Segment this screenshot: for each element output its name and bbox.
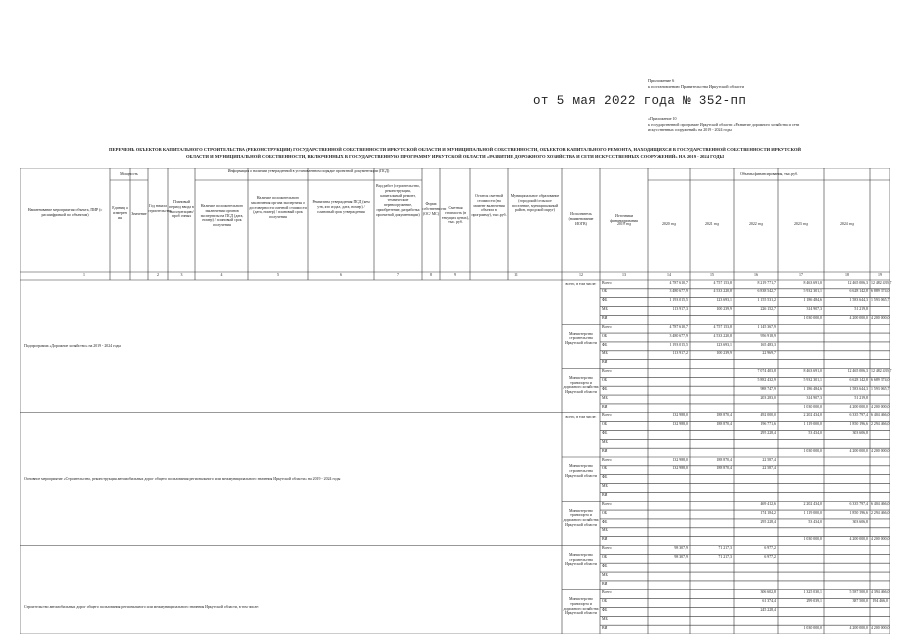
funding-value: 51 219,8 [854, 395, 868, 400]
funding-value: 306 602,8 [760, 590, 776, 595]
col-ownership-header: Форма собственности (ОС/ МС) [422, 202, 447, 216]
funding-value: 1 850 196,6 [849, 510, 868, 515]
title-line-1: ПЕРЕЧЕНЬ ОБЪЕКТОВ КАПИТАЛЬНОГО СТРОИТЕЛЬСТВА (РЕКОНСТРУКЦИИ) ГОСУДАРСТВЕННОЙ СОБСТВЕННОСТИ ИРКУТСКОЙ ОБЛАСТИ И МУНИЦИПАЛЬНОЙ СОБСТВЕННОСТИ, ОБЪЕКТОВ КАПИТАЛЬНОГО РЕМОНТА, НАХОДЯЩИХСЯ В ГОСУДАРСТВЕННОЙ СОБСТВЕННОСТИ ИРКУТСКОЙ [109, 147, 801, 152]
funding-value: 12 482 439,7 [871, 280, 892, 285]
executor-label: Министерство транспорта и дорожного хозяйства Иркутской области [563, 597, 599, 616]
funding-value: 132 988,0 [672, 457, 688, 462]
funding-value: 6 977,2 [764, 554, 776, 559]
funding-value: 188 870,4 [716, 413, 732, 418]
col-number: 6 [340, 273, 342, 277]
col-work-type-header: Вид работ (строительство, реконструкция, капитальный ремонт, технические перевооружение, приобретение, разработка проектной документации) [376, 184, 420, 217]
source-label: ОБ [602, 377, 608, 382]
funding-value: 5 932 301,1 [803, 377, 822, 382]
col-number: 17 [799, 273, 803, 277]
funding-value: 1 030 000,0 [803, 625, 822, 630]
col-approval-header: Реквизиты утверждения ПСД (кем утв, кто издал, дата, номер) / плановый срок утверждения [312, 200, 370, 214]
source-label: Всего [602, 280, 612, 285]
funding-value: 1 030 000,0 [803, 316, 822, 320]
source-label: ОБ [602, 599, 608, 604]
col-remaining-header: Остаток сметной стоимости (на момент включения объекта в программу), тыс.руб. [471, 194, 507, 218]
col-number: 14 [667, 273, 671, 277]
funding-value: 4 757 153,8 [713, 324, 732, 329]
funding-value: 6 335 797,4 [849, 501, 868, 506]
funding-value: 2 202 434,0 [803, 413, 822, 418]
funding-value: 98 307,9 [674, 554, 688, 559]
funding-value: 1 186 484,6 [803, 298, 822, 303]
col-number: 9 [454, 273, 456, 277]
funding-value: 53 434,0 [808, 519, 822, 524]
funding-value: 1 119 000,0 [803, 422, 822, 427]
funding-value: 71 217,3 [718, 554, 732, 559]
source-label: ФБ [602, 608, 608, 613]
funding-value: 245 228,4 [760, 608, 776, 613]
funding-value: 492 000,0 [760, 413, 776, 418]
executor-label: всего, в том числе: [565, 282, 597, 286]
funding-value: 1 593 065,7 [871, 386, 890, 391]
col-municipality-header: Муниципальное образование (городской/сельское поселение, муниципальный район, городской округ) [510, 194, 560, 213]
col-number: 18 [845, 273, 849, 277]
funding-value: 988 747,9 [760, 386, 776, 391]
col-number: 19 [878, 273, 882, 277]
funding-value: 53 434,0 [808, 431, 822, 436]
source-label: ОБ [602, 466, 608, 471]
section-construction: Строительство автомобильных дорог общего пользования регионального или межмуниципального значения Иркутской области, в том числе: [24, 605, 260, 610]
source-label: ОБ [602, 289, 608, 294]
source-label: ОБ [602, 422, 608, 427]
col-year-header: 2023 год [793, 222, 809, 226]
source-label: ОБ [602, 510, 608, 515]
col-number: 12 [579, 273, 583, 277]
funding-value: 6 335 797,4 [849, 413, 868, 418]
source-label: МБ [602, 351, 608, 356]
col-year-header: 2022 год [748, 222, 764, 226]
funding-value: 226 152,7 [760, 307, 776, 312]
executor-label: Министерство строительства Иркутской области [565, 331, 597, 346]
funding-value: 1 030 000,0 [803, 404, 822, 409]
col-source-header: Источники финансирования [610, 214, 638, 223]
source-label: Всего [602, 457, 612, 462]
funding-value: 6 889 374,0 [871, 289, 890, 294]
funding-value: 174 184,2 [760, 510, 776, 515]
funding-value: 8 463 691,0 [803, 280, 822, 285]
source-label: ФБ [602, 431, 608, 436]
source-label: ВИ [602, 493, 608, 497]
funding-value: 2 294 466,0 [871, 422, 890, 427]
funding-value: 4 200 000,0 [849, 448, 868, 453]
col-year-header: 2020 год [661, 222, 677, 226]
col-year-header: 2024 год [839, 222, 855, 226]
executor-label: Министерство строительства Иркутской области [565, 464, 597, 478]
funding-value: 12 465 006,3 [847, 369, 868, 374]
funding-value: 956 918,9 [760, 333, 776, 338]
source-label: ВИ [602, 316, 608, 320]
funding-value: 1 193 015,5 [669, 342, 688, 347]
annex-line-2: к государственной программе Иркутской области «Развитие дорожного хозяйства и сети [648, 121, 800, 127]
document-title [20, 147, 890, 160]
funding-value: 71 217,3 [718, 546, 732, 551]
source-label: МБ [602, 616, 608, 621]
source-label: ВИ [602, 625, 608, 630]
col-number: 8 [430, 273, 432, 277]
col-estimate-header: Сметная стоимость (в текущих ценах), тыс. руб. [441, 206, 470, 225]
funding-value: 132 988,0 [672, 466, 688, 471]
funding-value: 469 412,6 [760, 501, 776, 506]
funding-value: 4 200 000,0 [871, 448, 890, 453]
funding-value: 132 988,0 [672, 422, 688, 427]
col-number: 11 [514, 273, 518, 277]
table-grid [20, 168, 890, 634]
col-commission-header: Плановый период ввода в эксплуатацию/проб очных [169, 200, 194, 219]
funding-value: 1 186 484,6 [803, 386, 822, 391]
funding-value: 188 870,4 [716, 457, 732, 462]
source-label: ВИ [602, 537, 608, 542]
funding-value: 314 907,3 [806, 395, 822, 400]
col-number: 2 [157, 273, 159, 277]
annex-line-3: искусственных сооружений» на 2019 - 2024 годы [648, 127, 732, 133]
source-label: ФБ [602, 342, 608, 347]
funding-value: 8 463 691,0 [803, 369, 822, 374]
decree-stamp: от 5 мая 2022 года № 352-пп [533, 94, 747, 108]
executor-label: Министерство транспорта и дорожного хозяйства Иркутской области [563, 508, 599, 527]
source-label: МБ [602, 439, 608, 444]
col-number: 1 [83, 273, 85, 277]
source-label: Всего [602, 501, 612, 506]
funding-value: 6 977,2 [764, 546, 776, 551]
funding-value: 5 932 301,1 [803, 289, 822, 294]
col-number: 5 [277, 273, 279, 277]
col-value-header: Значение [131, 212, 147, 216]
annex-note [648, 116, 888, 133]
funding-value: 303 606,8 [852, 431, 868, 436]
funding-value: 387 500,0 [852, 599, 868, 604]
annex-line-1: «Приложение 10 [648, 116, 677, 121]
col-capacity-header: Мощность [120, 172, 138, 176]
funding-value: 1 593 065,7 [871, 298, 890, 303]
source-label: Всего [602, 413, 612, 418]
funding-value: 5 587 500,0 [849, 590, 868, 595]
funding-value: 6 628 142,8 [849, 377, 868, 382]
source-label: МБ [602, 307, 608, 312]
funding-value: 1 850 196,6 [849, 422, 868, 427]
funding-value: 2 294 466,0 [871, 510, 890, 515]
col-number: 15 [710, 273, 714, 277]
source-label: ВИ [602, 360, 608, 365]
executor-label: всего, в том числе: [565, 414, 597, 419]
source-label: ФБ [602, 563, 608, 568]
funding-value: 4 200 000,0 [849, 537, 868, 542]
col-docs-header: Информация о наличии утвержденной в установленном порядке проектной документации (ПСД) [227, 169, 390, 173]
source-label: ВИ [602, 581, 608, 586]
document-header [648, 78, 898, 90]
funding-value: 4 757 153,8 [713, 280, 732, 285]
funding-value: 123 693,1 [716, 342, 732, 347]
funding-value: 6 404 466,0 [871, 501, 890, 506]
funding-value: 194 466,0 [872, 599, 888, 604]
source-label: ВИ [602, 448, 608, 453]
header-line-1: Приложение 6 [648, 78, 675, 83]
funding-value: 4 533 220,8 [713, 333, 732, 338]
funding-value: 1 119 000,0 [803, 510, 822, 515]
funding-value: 3 480 677,9 [669, 333, 688, 338]
funding-value: 314 907,3 [806, 307, 822, 312]
funding-value: 100 239,9 [716, 307, 732, 312]
col-price-check-header: Наличие положительного заключения органа экспертизы о достоверности сметной стоимости (дата, номер) / плановый срок получения [249, 196, 307, 220]
funding-value: 123 693,1 [716, 298, 732, 303]
source-label: ФБ [602, 519, 608, 524]
source-label: ОБ [602, 554, 608, 559]
funding-value: 196 771,6 [760, 422, 776, 427]
funding-value: 22 587,4 [762, 457, 776, 462]
funding-value: 113 917,2 [672, 351, 688, 356]
funding-value: 6 628 142,8 [849, 289, 868, 294]
col-expertise-header: Наличие положительного заключения органов экспертизы на ПСД (дата, номер) / плановый срок получения [200, 204, 244, 228]
col-name-header: Наименование мероприятия объекта, ПИР (с расшифровкой по объектам) [27, 208, 103, 217]
col-number: 4 [220, 273, 223, 277]
funding-value: 5 882 432,9 [757, 377, 776, 382]
col-number: 13 [622, 273, 626, 277]
col-year-header: 2019 год [616, 222, 632, 226]
executor-label: Министерство строительства Иркутской области [565, 552, 597, 567]
funding-value: 1 145 367,9 [757, 324, 776, 329]
source-label: МБ [602, 528, 608, 533]
funding-value: 4 200 000,0 [849, 404, 868, 409]
col-start-year-header: Год начала строительства [148, 204, 172, 213]
funding-value: 3 480 677,9 [669, 289, 688, 294]
col-unit-header: Единиц а измерен ия [112, 206, 128, 220]
funding-value: 1 583 644,3 [849, 386, 868, 391]
col-number: 3 [180, 273, 183, 277]
funding-value: 100 239,9 [716, 351, 732, 356]
funding-value: 22 587,4 [762, 466, 776, 471]
funding-value: 188 870,4 [716, 422, 732, 427]
funding-value: 4 787 610,7 [669, 280, 688, 285]
source-label: МБ [602, 484, 608, 489]
funding-value: 7 074 403,8 [757, 369, 776, 374]
section-subprogram: Подпрограмма «Дорожное хозяйство» на 2019 - 2024 годы [24, 344, 121, 349]
funding-value: 98 307,9 [674, 546, 688, 551]
funding-value: 4 200 000,0 [849, 625, 868, 630]
source-label: Всего [602, 546, 612, 551]
funding-value: 2 202 434,0 [803, 501, 822, 506]
funding-value: 299 039,1 [806, 599, 822, 604]
funding-value: 113 917,3 [672, 307, 688, 312]
col-number: 16 [754, 273, 758, 277]
funding-value: 4 200 000,0 [871, 316, 890, 320]
col-funding-header: Объемы финансирования, тыс.руб. [740, 172, 798, 176]
funding-value: 4 394 466,0 [871, 590, 890, 595]
funding-value: 4 200 000,0 [871, 404, 890, 409]
executor-label: Министерство транспорта и дорожного хозяйства Иркутской области [563, 375, 599, 395]
funding-value: 61 374,4 [762, 599, 776, 604]
col-year-header: 2021 год [704, 222, 720, 226]
funding-value: 4 200 000,0 [849, 316, 868, 320]
funding-value: 1 030 000,0 [803, 448, 822, 453]
funding-value: 6 404 466,0 [871, 413, 890, 418]
header-line-2: к постановлению Правительства Иркутской области [648, 84, 744, 89]
source-label: МБ [602, 572, 608, 577]
col-executor-header: Исполнитель (наименование ИОГВ) [568, 212, 594, 226]
funding-value: 51 219,8 [854, 307, 868, 312]
funding-value: 6 689 374,0 [871, 377, 890, 382]
source-label: Всего [602, 369, 612, 374]
source-label: ФБ [602, 298, 608, 303]
funding-value: 8 219 771,7 [757, 280, 776, 285]
funding-value: 132 988,0 [672, 413, 688, 418]
source-label: ФБ [602, 475, 608, 480]
funding-value: 22 969,7 [762, 351, 776, 356]
source-label: МБ [602, 395, 608, 400]
source-label: Всего [602, 324, 612, 329]
funding-value: 1 325 030,1 [803, 590, 822, 595]
source-label: Всего [602, 590, 612, 595]
funding-value: 303 606,8 [852, 519, 868, 524]
funding-value: 1 583 644,3 [849, 298, 868, 303]
col-number: 7 [397, 273, 399, 277]
funding-value: 295 228,4 [760, 519, 776, 524]
funding-value: 12 482 439,7 [871, 369, 892, 374]
funding-value: 1 193 015,5 [669, 298, 688, 303]
title-line-2: ОБЛАСТИ И МУНИЦИПАЛЬНОЙ СОБСТВЕННОСТИ, ВКЛЮЧЕННЫХ В ГОСУДАРСТВЕННУЮ ПРОГРАММУ ИРКУТСКОЙ ОБЛАСТИ «РАЗВИТИЕ ДОРОЖНОГО ХОЗЯЙСТВА И СЕТИ ИСКУССТВЕННЫХ СООРУЖЕНИЙ» НА 2019 - 2024 ГОДЫ [185, 153, 724, 159]
funding-value: 4 200 000,0 [871, 625, 890, 630]
funding-value: 165 483,3 [760, 342, 776, 347]
funding-value: 295 228,4 [760, 431, 776, 436]
funding-value: 188 870,4 [716, 466, 732, 471]
funding-value: 203 283,0 [760, 395, 776, 400]
source-label: ФБ [602, 386, 608, 391]
source-label: ВИ [602, 404, 608, 409]
funding-value: 1 030 000,0 [803, 537, 822, 542]
funding-value: 6 838 542,7 [757, 289, 776, 294]
funding-table [20, 168, 890, 634]
funding-value: 4 200 000,0 [871, 537, 890, 542]
funding-value: 1 155 531,2 [757, 298, 776, 303]
funding-value: 12 465 006,3 [847, 280, 868, 285]
source-label: ОБ [602, 333, 608, 338]
section-main-activity: Основное мероприятие «Строительство, реконструкция автомобильных дорог общего пользования регионального или межмуниципального значения Иркутской области» на 2019 - 2024 годы [24, 477, 341, 482]
funding-value: 4 533 220,8 [713, 289, 732, 294]
funding-value: 4 787 610,7 [669, 324, 688, 329]
